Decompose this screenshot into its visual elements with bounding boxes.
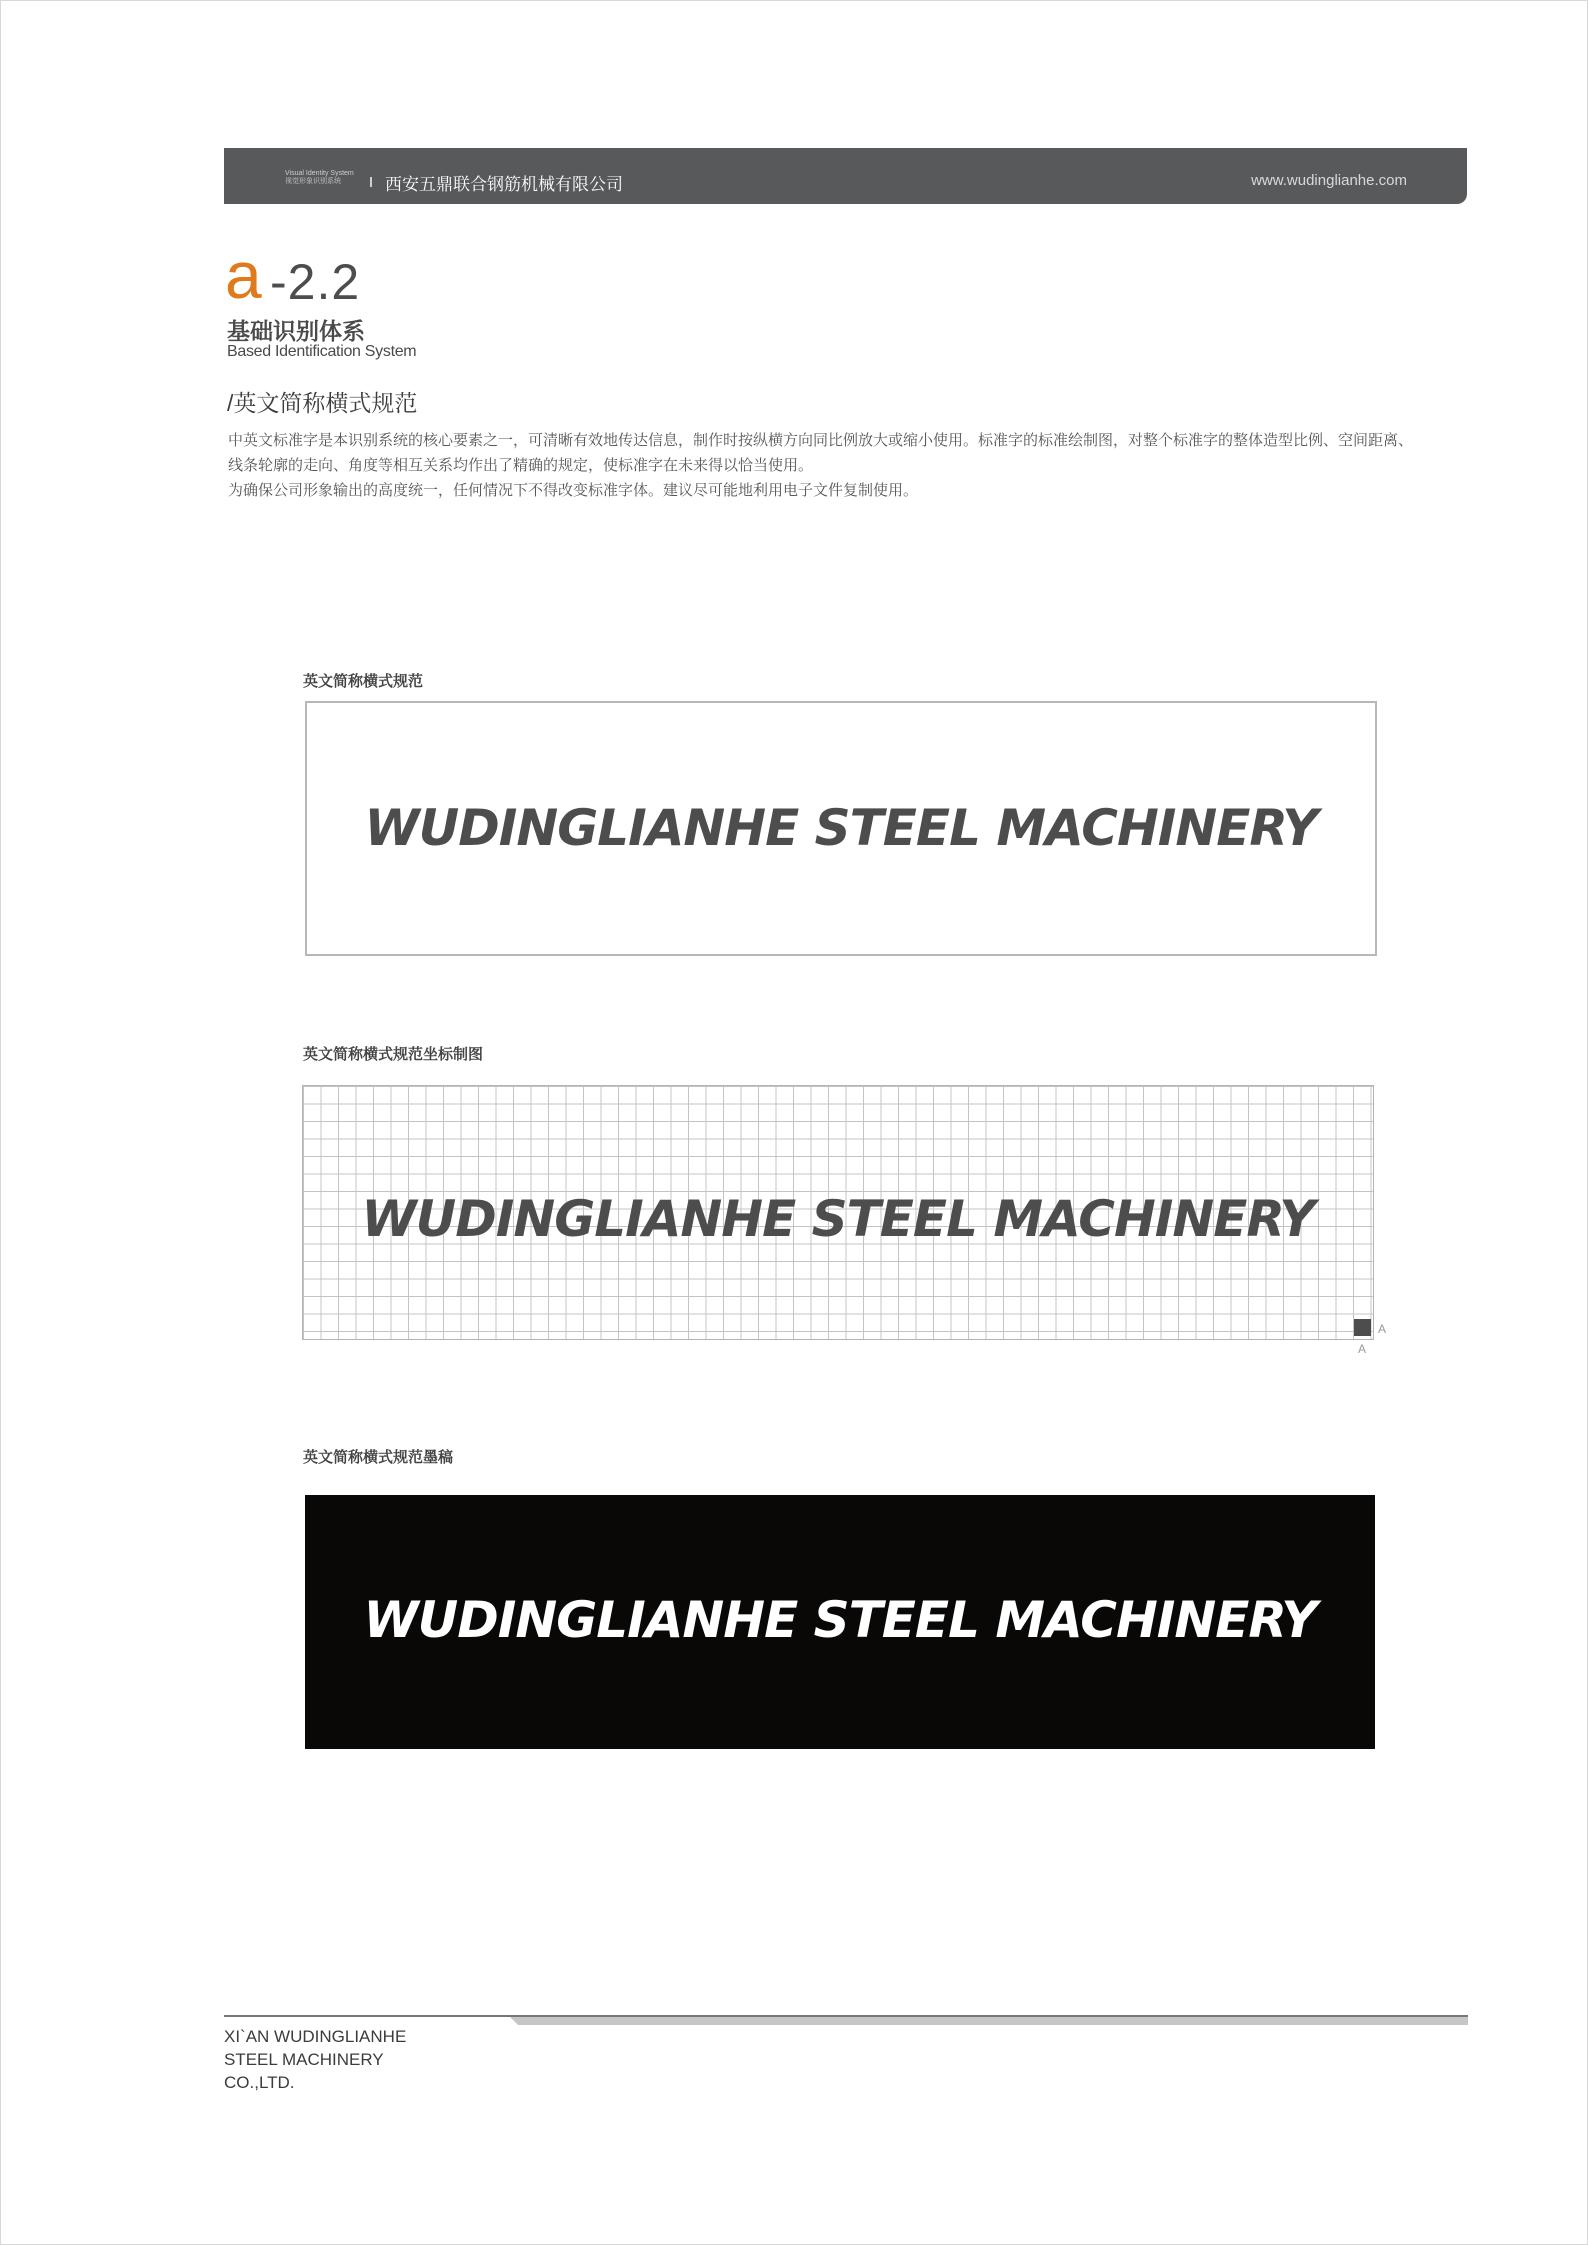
description-line: 中英文标准字是本识别系统的核心要素之一，可清晰有效地传达信息，制作时按纵横方向同比例放大或缩小使用。标准字的标准绘制图，对整个标准字的整体造型比例、空间距离、: [228, 432, 1414, 449]
logo-wordmark-inverse: WUDINGLIANHE STEEL MACHINERY: [363, 1591, 1317, 1649]
grid-unit-label-bottom: A: [1358, 1342, 1367, 1356]
section-number: -2.2: [270, 254, 361, 310]
description-line: 线条轮廓的走向、角度等相互关系均作出了精确的规定，使标准字在未来得以恰当使用。: [228, 457, 814, 474]
description: [228, 428, 1468, 503]
section-letter: a: [225, 238, 262, 312]
grid-unit-square: [1354, 1319, 1371, 1336]
vi-system-label: [285, 170, 354, 186]
standard-logo-box: [305, 701, 1377, 956]
standard-label: 英文简称横式规范: [303, 673, 424, 690]
header-band: [224, 148, 1467, 204]
logo-wordmark: WUDINGLIANHE STEEL MACHINERY: [364, 799, 1318, 857]
footer-rule: [224, 2015, 1468, 2017]
description-line: 为确保公司形象输出的高度统一，任何情况下不得改变标准字体。建议尽可能地利用电子文件复制使用。: [228, 482, 919, 499]
section-title-en: Based Identification System: [227, 343, 417, 360]
vi-system-cn: 视觉形象识别系统: [285, 178, 341, 185]
section-title-cn: 基础识别体系: [227, 318, 365, 344]
grid-logo-box: [302, 1085, 1374, 1340]
website-url: www.wudinglianhe.com: [1251, 172, 1407, 189]
logo-wordmark-grid: WUDINGLIANHE STEEL MACHINERY: [361, 1190, 1315, 1248]
grid-label: 英文简称横式规范坐标制图: [303, 1046, 484, 1063]
header-separator: [370, 177, 372, 187]
footer-line-1: XI`AN WUDINGLIANHE: [224, 2027, 407, 2046]
vi-system-en: Visual Identity System: [285, 170, 354, 177]
footer-bar: [510, 2017, 1468, 2025]
ink-logo-box: [305, 1495, 1375, 1749]
company-name: 西安五鼎联合钢筋机械有限公司: [385, 175, 623, 194]
footer-company: [224, 2025, 406, 2094]
page-subtitle: /英文简称横式规范: [227, 390, 418, 416]
grid-unit-label-right: A: [1378, 1322, 1387, 1336]
footer-line-3: CO.,LTD.: [224, 2073, 295, 2092]
ink-label: 英文简称横式规范墨稿: [303, 1449, 454, 1466]
footer-line-2: STEEL MACHINERY: [224, 2050, 384, 2069]
